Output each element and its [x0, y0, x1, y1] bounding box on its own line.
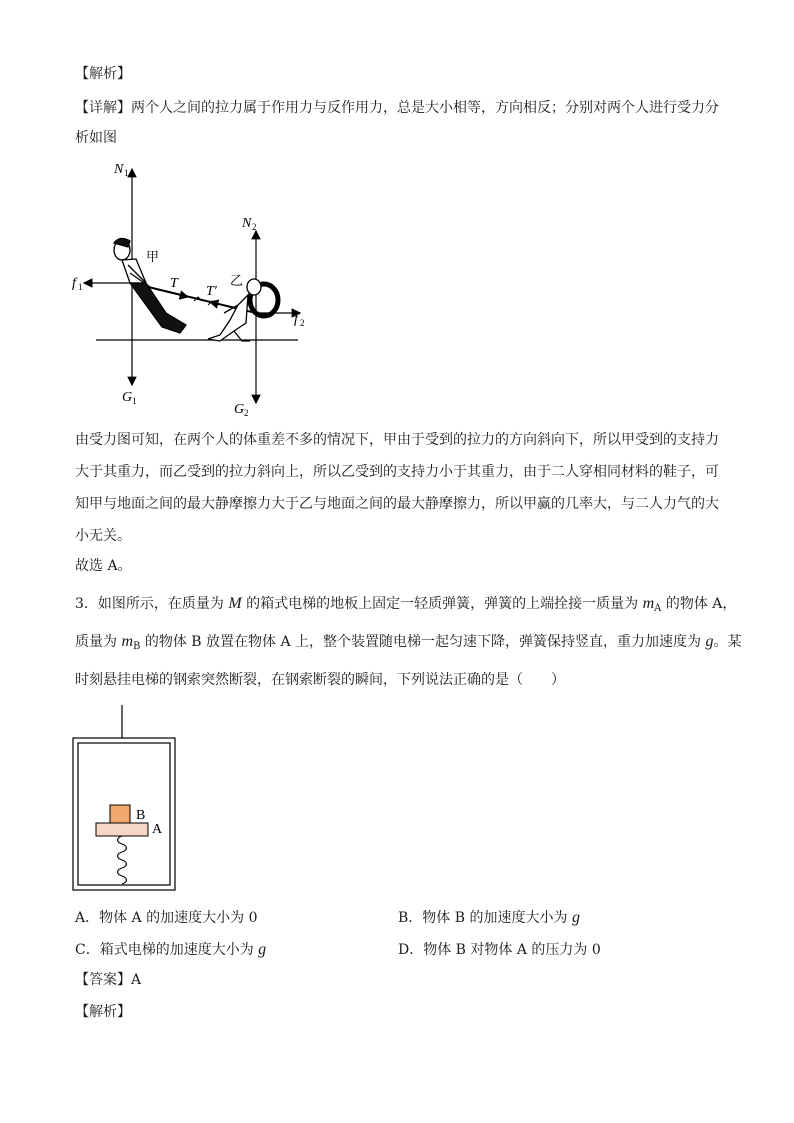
block-b [110, 805, 130, 823]
option-c[interactable]: C．箱式电梯的加速度大小为 g [75, 941, 267, 958]
label-t-prime: T′ [206, 284, 217, 299]
q3-line-2: 质量为 $m_B$ 的物体 B 放置在物体 A 上，整个装置随电梯一起匀速下降，弹簧保持竖直，重力加速度为 g。某 [75, 633, 742, 652]
label-n1: N [114, 162, 124, 177]
label-a: A [152, 822, 163, 837]
analysis-heading: 【解析】 [75, 66, 131, 82]
option-d[interactable]: D．物体 B 对物体 A 的压力为 0 [398, 942, 601, 958]
label-g2: G [234, 402, 245, 417]
option-a[interactable]: A．物体 A 的加速度大小为 0 [75, 910, 258, 926]
label-t: T [170, 276, 178, 291]
conclusion-line-1: 由受力图可知，在两个人的体重差不多的情况下，甲由于受到的拉力的方向斜向下，所以甲受到的支持力 [75, 432, 719, 448]
choice-line: 故选 A。 [75, 558, 132, 574]
label-jia: 甲 [146, 249, 160, 264]
svg-text:2: 2 [252, 222, 257, 232]
elevator-diagram [70, 705, 180, 895]
conclusion-line-4: 小无关。 [75, 528, 131, 544]
detail-tag: 【详解】 [75, 100, 131, 116]
person-yi [208, 279, 278, 341]
force-diagram [70, 155, 310, 420]
svg-text:1: 1 [124, 168, 129, 178]
answer-value: A [131, 972, 142, 988]
conclusion-line-3: 知甲与地面之间的最大静摩擦力大于乙与地面之间的最大静摩擦力，所以甲赢的几率大，与二人力气的大 [75, 496, 719, 512]
label-g1: G [122, 390, 133, 405]
q3-line-3: 时刻悬挂电梯的钢索突然断裂，在钢索断裂的瞬间，下列说法正确的是（ ） [75, 672, 565, 688]
analysis-heading-2: 【解析】 [75, 1004, 131, 1020]
label-n2: N [242, 216, 252, 231]
svg-text:1: 1 [132, 396, 137, 406]
conclusion-line-2: 大于其重力，而乙受到的拉力斜向上，所以乙受到的支持力小于其重力，由于二人穿相同材料的鞋子，可 [75, 464, 719, 480]
detail-line-1: 【详解】两个人之间的拉力属于作用力与反作用力，总是大小相等，方向相反；分别对两个人进行受力分 [75, 100, 719, 116]
spring [118, 836, 127, 884]
q3-line-1: 3．如图所示，在质量为 M 的箱式电梯的地板上固定一轻质弹簧，弹簧的上端拴接一质量为 $m_A$ 的物体 A， [75, 595, 737, 614]
answer-line: 【答案】A [75, 972, 142, 988]
label-f1: f [72, 276, 76, 291]
detail-line-2: 析如图 [75, 130, 117, 146]
svg-text:2: 2 [300, 318, 305, 328]
option-b[interactable]: B．物体 B 的加速度大小为 g [398, 909, 580, 926]
svg-text:2: 2 [244, 408, 249, 418]
label-yi: 乙 [230, 273, 244, 288]
svg-text:1: 1 [78, 282, 83, 292]
label-f2: f [294, 312, 298, 327]
block-a [96, 823, 148, 836]
label-b: B [136, 808, 146, 823]
